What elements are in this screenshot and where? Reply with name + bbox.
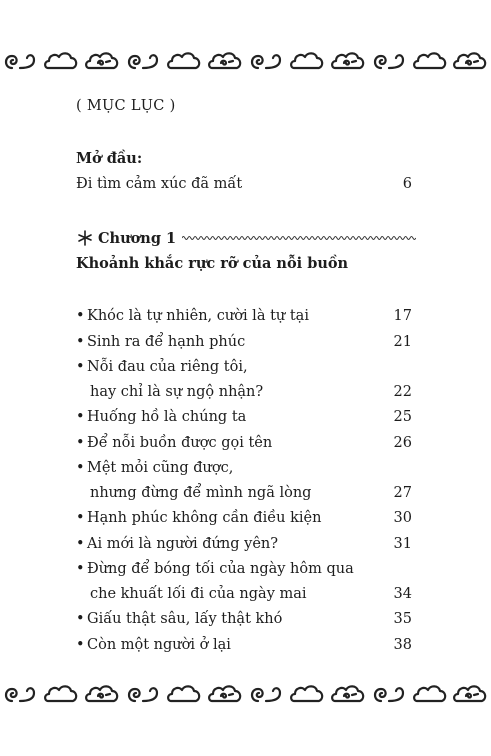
decorative-border-bottom xyxy=(0,677,491,711)
entry-page-number: 6 xyxy=(402,176,412,192)
entry-title-line: Để nỗi buồn được gọi tên xyxy=(87,434,273,451)
chapter-title: Khoảnh khắc rực rỡ của nỗi buồn xyxy=(76,255,349,272)
chapter-header xyxy=(76,228,416,248)
swirl-icon xyxy=(125,48,161,74)
toc-entry[interactable] xyxy=(76,355,412,404)
bullet: • xyxy=(76,510,85,526)
toc-entry-intro[interactable] xyxy=(76,176,412,192)
toc-entry[interactable] xyxy=(76,607,412,632)
entry-page-number: 26 xyxy=(393,434,412,451)
entry-title xyxy=(87,607,372,632)
bullet: • xyxy=(76,409,85,425)
chapter-label: Chương 1 xyxy=(98,229,177,247)
entry-title-line: Mệt mỏi cũng được, xyxy=(87,460,234,476)
toc-entry[interactable] xyxy=(76,532,412,557)
cloud-swirl-icon xyxy=(84,681,120,707)
entry-title xyxy=(87,506,372,531)
toc-entry[interactable] xyxy=(76,633,412,658)
entry-title xyxy=(87,355,372,404)
cloud-icon xyxy=(166,48,202,74)
entry-title-line: nhưng đừng để mình ngã lòng xyxy=(90,484,312,501)
swirl-icon xyxy=(248,48,284,74)
entry-title-line: Sinh ra để hạnh phúc xyxy=(87,333,246,350)
entry-page-number: 35 xyxy=(393,611,412,627)
cloud-swirl-icon xyxy=(330,48,366,74)
entry-title xyxy=(87,633,372,658)
cloud-icon xyxy=(43,681,79,707)
entry-title-line: Hạnh phúc không cần điều kiện xyxy=(87,510,322,526)
entry-title-line: Đừng để bóng tối của ngày hôm qua xyxy=(87,561,354,577)
entry-title-line: Còn một người ở lại xyxy=(87,636,231,653)
entry-title-line: hay chỉ là sự ngộ nhận? xyxy=(90,383,264,400)
entry-page-number: 22 xyxy=(393,383,412,400)
cloud-icon xyxy=(43,48,79,74)
toc-entry[interactable] xyxy=(76,456,412,505)
entry-title-line: Giấu thật sâu, lấy thật khó xyxy=(87,611,283,627)
entry-title-line: che khuất lối đi của ngày mai xyxy=(90,585,307,602)
entry-title xyxy=(87,431,372,456)
cloud-swirl-icon xyxy=(452,48,488,74)
cloud-swirl-icon xyxy=(207,681,243,707)
cloud-icon xyxy=(289,681,325,707)
entry-page-number: 31 xyxy=(393,535,412,552)
toc-entry[interactable] xyxy=(76,431,412,456)
toc-entry[interactable] xyxy=(76,405,412,430)
entry-title xyxy=(87,532,372,557)
entry-page-number: 27 xyxy=(393,484,412,501)
entry-page-number: 34 xyxy=(393,585,412,602)
swirl-icon xyxy=(371,681,407,707)
entry-title-line: Huống hồ là chúng ta xyxy=(87,409,247,425)
swirl-icon xyxy=(371,48,407,74)
intro-heading: Mở đầu: xyxy=(76,150,143,167)
star-icon xyxy=(76,229,94,247)
entry-title: Đi tìm cảm xúc đã mất xyxy=(76,176,243,192)
bullet: • xyxy=(76,535,85,552)
bullet: • xyxy=(76,636,85,653)
bullet: • xyxy=(76,611,85,627)
entry-title xyxy=(87,330,372,355)
bullet: • xyxy=(76,434,85,451)
cloud-swirl-icon xyxy=(452,681,488,707)
bullet: • xyxy=(76,561,85,577)
cloud-swirl-icon xyxy=(330,681,366,707)
entry-title-line: Khóc là tự nhiên, cười là tự tại xyxy=(87,308,309,324)
bullet: • xyxy=(76,460,85,476)
cloud-icon xyxy=(412,48,448,74)
entry-page-number: 30 xyxy=(393,510,412,526)
swirl-icon xyxy=(2,48,38,74)
entry-page-number: 21 xyxy=(393,333,412,350)
cloud-swirl-icon xyxy=(84,48,120,74)
decorative-border-top xyxy=(0,44,491,78)
entry-title-line: Ai mới là người đứng yên? xyxy=(87,535,279,552)
cloud-icon xyxy=(166,681,202,707)
swirl-icon xyxy=(125,681,161,707)
swirl-icon xyxy=(2,681,38,707)
bullet: • xyxy=(76,359,85,375)
entry-title xyxy=(87,405,372,430)
toc-entry[interactable] xyxy=(76,330,412,355)
cloud-icon xyxy=(412,681,448,707)
entry-title xyxy=(87,456,372,505)
toc-entry[interactable] xyxy=(76,506,412,531)
toc-entry[interactable] xyxy=(76,557,412,606)
bullet: • xyxy=(76,333,85,350)
wavy-divider xyxy=(182,234,416,242)
entry-page-number: 25 xyxy=(393,409,412,425)
entry-title xyxy=(87,304,372,329)
bullet: • xyxy=(76,308,85,324)
toc-entry[interactable] xyxy=(76,304,412,329)
swirl-icon xyxy=(248,681,284,707)
entry-title-line: Nỗi đau của riêng tôi, xyxy=(87,359,248,375)
entry-title xyxy=(87,557,372,606)
page-title: ( MỤC LỤC ) xyxy=(76,98,176,114)
cloud-icon xyxy=(289,48,325,74)
cloud-swirl-icon xyxy=(207,48,243,74)
entry-page-number: 38 xyxy=(393,636,412,653)
entry-page-number: 17 xyxy=(393,308,412,324)
toc-list xyxy=(76,304,412,658)
